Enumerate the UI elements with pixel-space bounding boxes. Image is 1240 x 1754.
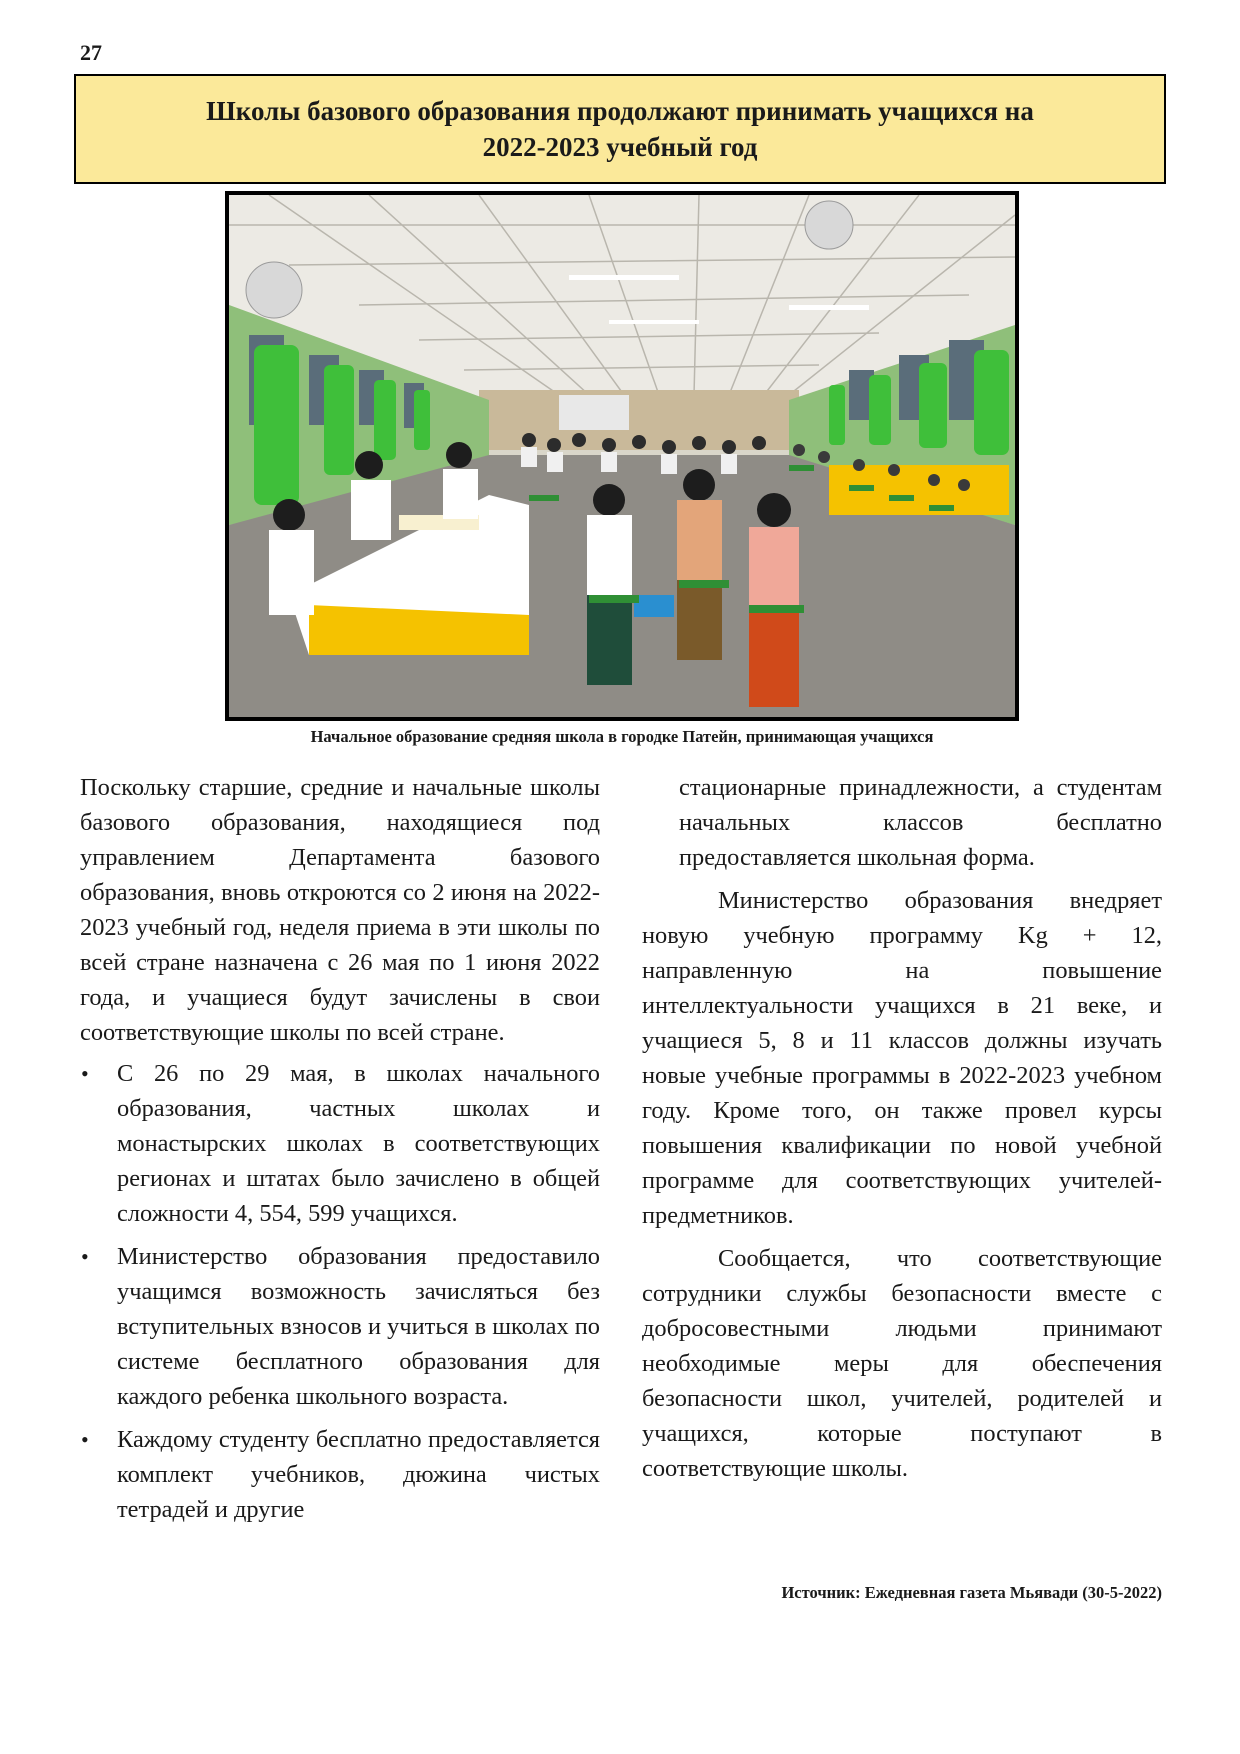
article-title-box (74, 74, 1166, 184)
intro-paragraph: Поскольку старшие, средние и начальные школы базового образования, находящиеся под управлением Департамента базового образования, вновь откроются со 2 июня на 2022-2023 учебный год, неделя приема в эти школы по всей стране назначена с 26 мая по 1 июня 2022 года, и учащиеся будут зачислены в свои соответствующие школы по всей стране. (80, 774, 600, 1046)
photo-caption: Начальное образование средняя школа в городке Патейн, принимающая учащихся (310, 727, 934, 746)
article-title-line-2: 2022-2023 учебный год (482, 132, 758, 162)
left-column (80, 770, 600, 1535)
article-title-line-1: Школы базового образования продолжают принимать учащихся на (206, 96, 1034, 126)
right-column (642, 770, 1162, 1486)
bullet-item-free-supplies: • Каждому студенту бесплатно предоставляется комплект учебников, дюжина чистых тетрадей и другие (117, 1422, 600, 1527)
source-citation: Источник: Ежедневная газета Мьявади (30-5-2022) (781, 1583, 1162, 1602)
article-title (130, 93, 1110, 165)
curriculum-paragraph: Министерство образования внедряет новую учебную программу Kg + 12, направленную на повышение интеллектуальности учащихся в 21 веке, и учащиеся 5, 8 и 11 классов должны изучать новые учебные программы в 2022-2023 учебном году. Кроме того, он также провел курсы повышения квалификации по новой учебной программе для соответствующих учителей-предметников. (642, 887, 1162, 1229)
page-number: 27 (80, 40, 102, 65)
bullet-continuation: стационарные принадлежности, а студентам начальных классов бесплатно предоставляется школьная форма. (679, 774, 1162, 871)
security-paragraph: Сообщается, что соответствующие сотрудники службы безопасности вместе с добросовестными людьми принимают необходимые меры для обеспечения безопасности школ, учителей, родителей и учащихся, которые поступают в соответствующие школы. (642, 1245, 1162, 1482)
bullet-item-enrollment-count: • С 26 по 29 мая, в школах начального образования, частных школах и монастырских школах в соответствующих регионах и штатах было зачислено в общей сложности 4, 554, 599 учащихся. (117, 1056, 600, 1231)
bullet-list (80, 1056, 600, 1527)
bullet-item-free-education: • Министерство образования предоставило учащимся возможность зачисляться без вступительных взносов и учиться в школах по системе бесплатного образования для каждого ребенка школьного возраста. (117, 1239, 600, 1414)
school-enrollment-photo (225, 191, 1019, 721)
